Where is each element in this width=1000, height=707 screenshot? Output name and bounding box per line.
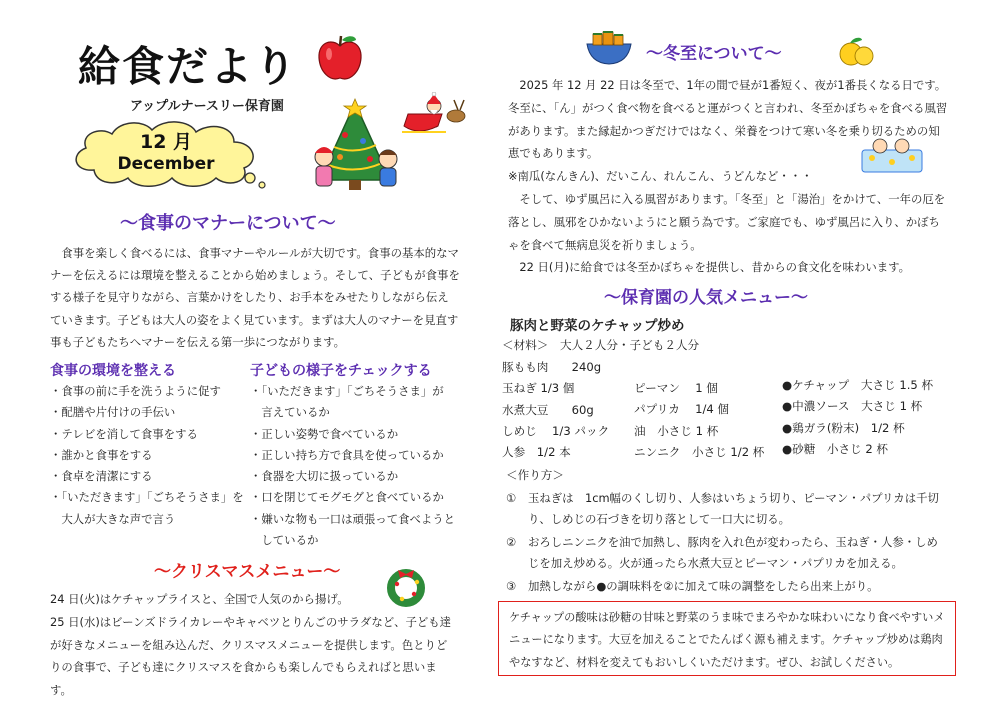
christmas-text	[50, 588, 458, 702]
ingredients-col-1	[502, 357, 609, 463]
step	[506, 488, 946, 530]
ingredient: 玉ねぎ 1/3 個	[502, 381, 575, 396]
check-heading: 子どもの様子をチェックする	[250, 363, 432, 379]
step-text: 加熱しながら●の調味料を②に加えて味の調整をしたら出来上がり。	[528, 579, 879, 593]
christmas-tree-illustration	[300, 95, 410, 195]
santa-sleigh-icon	[398, 92, 468, 140]
list-item: ・「いただきます」「ごちそうさま」が	[250, 384, 444, 398]
list-item: ・テレビを消して食事をする	[50, 426, 198, 441]
ingredients-col-2	[634, 378, 764, 463]
seasoning: ●中濃ソース 大さじ 1 杯	[782, 399, 923, 414]
school-name: アップルナースリー保育園	[130, 99, 284, 114]
ingredient: 水煮大豆 60g	[502, 402, 594, 417]
ingredient: ピーマン 1 個	[634, 381, 718, 395]
christmas-line-1: 24 日(火)はケチャップライスと、全国で人気のから揚げ。	[50, 592, 349, 606]
ingredient: ニンニク 小さじ 1/2 杯	[634, 444, 765, 459]
list-item: ・食器を大切に扱っているか	[250, 469, 399, 484]
winter-paragraph-1: 2025 年 12 月 22 日は冬至で、1年の間で昼が1番短く、夜が1番長くなる日です。冬至に、「ん」がつく食べ物を食べると運がつくと言われ、冬至かぼちゃを食べる風習があります。また縁起かつぎだけではなく、栄養をつけて寒い冬を乗り切るための知恵でもあります。	[508, 78, 948, 161]
environment-heading: 食事の環境を整える	[50, 363, 176, 379]
winter-heading: ～冬至について～	[646, 44, 782, 64]
environment-list	[50, 381, 244, 530]
month-number: 12 月	[139, 131, 193, 153]
step-number: ②	[506, 535, 517, 549]
ingredient: 油 小さじ 1 杯	[634, 423, 719, 438]
yuzu-icon	[836, 34, 876, 68]
seasoning-list	[782, 375, 933, 460]
list-item: ・正しい姿勢で食べているか	[250, 426, 399, 441]
step-text: おろしニンニクを油で加熱し、豚肉を入れ色が変わったら、玉ねぎ・人参・しめじを加え炒める。火が通ったら水煮大豆とピーマン・パプリカを加える。	[528, 535, 938, 570]
step	[506, 532, 946, 574]
seasoning: ●砂糖 小さじ 2 杯	[782, 441, 889, 456]
apple-icon	[314, 32, 366, 84]
method-steps	[506, 488, 946, 597]
list-item: ・口を閉じてモグモグと食べているか	[250, 490, 444, 505]
popular-heading: ～保育園の人気メニュー～	[604, 288, 808, 308]
yuzu-bath-icon	[860, 134, 924, 174]
dish-name: 豚肉と野菜のケチャップ炒め	[510, 318, 685, 334]
step	[506, 576, 946, 597]
list-item: ・「いただきます」「ごちそうさま」を	[50, 490, 244, 505]
manners-paragraph: 食事を楽しく食べるには、食事マナーやルールが大切です。食事の基本的なマナーを伝えるには環境を整えることから始めましょう。そして、子どもが食事をする様子を見守りながら、言葉かけをしたり、お手本をみせたりしながら伝えていきます。子どもは大人の姿をよく見ています。まずは大人のマナーを見直す事も子どもたちへマナーを伝える第一歩につながります。	[50, 246, 460, 349]
seasoning: ●ケチャップ 大さじ 1.5 杯	[782, 378, 934, 392]
winter-paragraph-3: 22 日(月)に給食では冬至かぼちゃを提供し、昔からの食文化を味わいます。	[519, 260, 910, 275]
step-text: 玉ねぎは 1cm幅のくし切り、人参はいちょう切り、ピーマン・パプリカは千切り、しめじの石づきを切り落として一口大に切る。	[528, 491, 939, 526]
ingredient: 人参 1/2 本	[502, 445, 571, 460]
christmas-heading: ～クリスマスメニュー～	[154, 562, 341, 582]
pumpkin-bowl-icon	[584, 30, 634, 66]
seasoning: ●鶏ガラ(粉末) 1/2 杯	[782, 420, 905, 435]
ingredient: パプリカ 1/4 個	[634, 402, 730, 417]
month-english: December	[117, 154, 215, 174]
list-item: ・正しい持ち方で食具を使っているか	[250, 447, 444, 462]
winter-note: ※南瓜(なんきん)、だいこん、れんこん、うどんなど・・・	[508, 169, 813, 184]
page-title: 給食だより	[78, 42, 299, 91]
recipe-note: ケチャップの酸味は砂糖の甘味と野菜のうま味でまろやかな味わいになり食べやすいメニューになります。大豆を加えることでたんぱく源も補えます。ケチャップ炒めは鶏肉やなすなど、材料を変えてもおいしくいただけます。ぜひ、お試しください。	[509, 611, 945, 669]
ingredient: 豚もも肉 240g	[502, 360, 602, 374]
winter-paragraph-2: そして、ゆず風呂に入る風習があります。「冬至」と「湯治」をかけて、一年の厄を落とし、風邪をひかないようにと願う為です。ご家庭でも、ゆず風呂に入り、かぼちゃを食べて無病息災を祈りましょう。	[508, 191, 946, 252]
list-item: ・誰かと食事をする	[50, 447, 153, 462]
list-item: 大人が大きな声で言う	[50, 511, 176, 526]
ingredient: しめじ 1/3 パック	[502, 423, 610, 438]
winter-text	[508, 74, 948, 279]
step-number: ③	[506, 579, 517, 593]
list-item: ・嫌いな物も一口は頑張って食べようと	[250, 511, 456, 526]
method-label: ＜作り方＞	[506, 468, 564, 482]
list-item: ・配膳や片付けの手伝い	[50, 405, 176, 420]
recipe-note-box	[498, 601, 956, 676]
list-item: ・食卓を清潔にする	[50, 469, 153, 484]
step-number: ①	[506, 491, 517, 505]
check-list	[250, 381, 455, 551]
list-item: ・食事の前に手を洗うように促す	[50, 384, 221, 398]
list-item: 言えているか	[250, 405, 330, 420]
manners-heading: ～食事のマナーについて～	[120, 213, 336, 234]
christmas-line-2: 25 日(水)はビーンズドライカレーやキャベツとりんごのサラダなど、子ども達が好きなメニューを組み込んだ、クリスマスメニューを提供します。色とりどりの食事で、子ども達にクリスマスを食からも楽しんでもらえればと思います。	[50, 614, 452, 698]
month-label	[96, 127, 236, 174]
list-item: しているか	[250, 533, 319, 548]
materials-label: ＜材料＞ 大人２人分・子ども２人分	[502, 338, 700, 352]
